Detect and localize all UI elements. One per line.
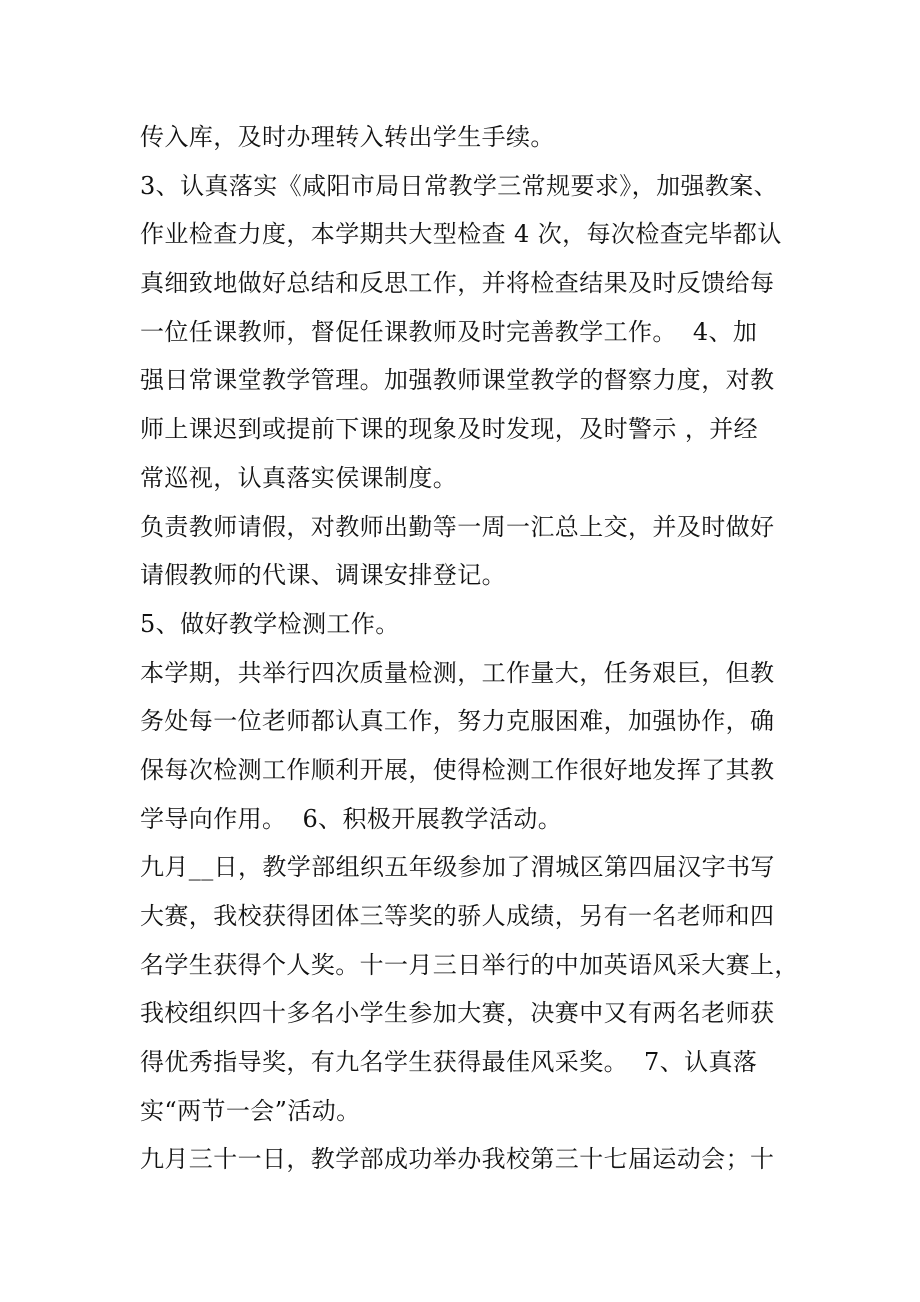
text-line: 3、认真落实《咸阳市局日常教学三常规要求》，加强教案、 bbox=[140, 171, 779, 200]
text-line: 学导向作用。 6、积极开展教学活动。 bbox=[140, 804, 563, 833]
text-line: 作业检查力度，本学期共大型检查 4 次，每次检查完毕都认 bbox=[140, 220, 782, 249]
text-line: 传入库，及时办理转入转出学生手续。 bbox=[140, 123, 555, 151]
text-line: 5、做好教学检测工作。 bbox=[140, 609, 400, 638]
text-line: 实“两节一会”活动。 bbox=[140, 1096, 361, 1125]
text-line: 名学生获得个人奖。十一月三日举行的中加英语风采大赛上， bbox=[140, 950, 799, 979]
text-line: 我校组织四十多名小学生参加大赛，决赛中又有两名老师获 bbox=[140, 999, 775, 1028]
text-line: 本学期，共举行四次质量检测，工作量大，任务艰巨，但教 bbox=[140, 658, 775, 687]
text-line: 常巡视，认真落实侯课制度。 bbox=[140, 463, 458, 492]
text-line: 九月__日，教学部组织五年级参加了渭城区第四届汉字书写 bbox=[140, 853, 775, 882]
document-body bbox=[140, 113, 799, 1184]
text-line: 负责教师请假，对教师出勤等一周一汇总上交，并及时做好 bbox=[140, 512, 775, 541]
text-line: 强日常课堂教学管理。加强教师课堂教学的督察力度，对教 bbox=[140, 366, 775, 395]
text-line: 师上课迟到或提前下课的现象及时发现，及时警示 ，并经 bbox=[140, 415, 759, 444]
text-line: 得优秀指导奖，有九名学生获得最佳风采奖。 7、认真落 bbox=[140, 1048, 758, 1077]
text-line: 大赛，我校获得团体三等奖的骄人成绩，另有一名老师和四 bbox=[140, 902, 775, 930]
text-line: 务处每一位老师都认真工作，努力克服困难，加强协作，确 bbox=[140, 707, 775, 736]
text-line: 保每次检测工作顺利开展，使得检测工作很好地发挥了其教 bbox=[140, 755, 775, 784]
text-line: 请假教师的代课、调课安排登记。 bbox=[140, 561, 506, 590]
text-line: 九月三十一日，教学部成功举办我校第三十七届运动会；十 bbox=[140, 1145, 775, 1174]
text-line: 一位任课教师，督促任课教师及时完善教学工作。 4、加 bbox=[140, 317, 758, 346]
text-line: 真细致地做好总结和反思工作，并将检查结果及时反馈给每 bbox=[140, 269, 775, 298]
